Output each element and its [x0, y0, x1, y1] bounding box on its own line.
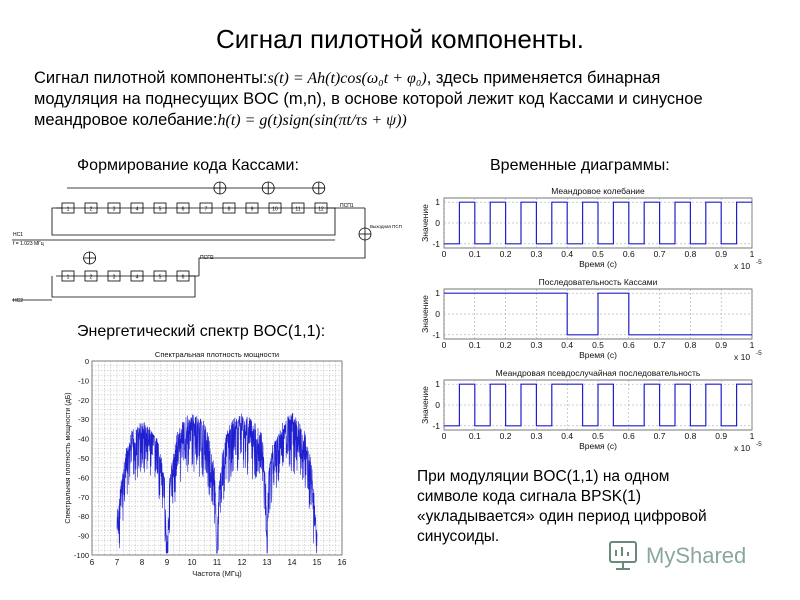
- note-line: синусоиды.: [417, 528, 500, 545]
- register-cell-label: 4: [135, 206, 139, 213]
- y-tick-label: -90: [78, 531, 89, 541]
- x-tick-label: 0.8: [684, 340, 697, 350]
- x-tick-label: 16: [337, 558, 347, 567]
- page-title: Сигнал пилотной компоненты.: [216, 24, 584, 54]
- y-tick-label: 1: [435, 379, 440, 390]
- x-tick-label: 7: [114, 558, 120, 567]
- x-multiplier: x 10: [734, 443, 751, 453]
- intro-paragraph: [34, 68, 774, 131]
- myshared-logo: [606, 536, 766, 576]
- kasami-block-diagram: [10, 178, 410, 310]
- x-tick-label: 0.4: [561, 340, 574, 350]
- x-tick-label: 0.3: [530, 249, 543, 259]
- y-tick-label: -1: [432, 329, 440, 340]
- x-tick-label: 0.3: [530, 340, 543, 350]
- x-tick-label: 0.1: [468, 249, 481, 259]
- register-cell-label: 9: [250, 206, 254, 213]
- x-tick-label: 0.6: [622, 249, 635, 259]
- label-output: Выходная ПСП: [370, 224, 402, 229]
- x-multiplier-exponent: -5: [756, 350, 762, 357]
- register-cell-label: 7: [204, 206, 208, 213]
- x-axis-label: Частота (МГц): [192, 569, 242, 578]
- label-clock: f = 1.023 МГц: [13, 241, 44, 247]
- note-line: При модуляции BOC(1,1) на одном: [417, 468, 670, 485]
- register-cell-label: 8: [227, 206, 231, 213]
- x-tick-label: 0: [441, 431, 447, 441]
- y-axis-label: Значение: [420, 295, 430, 333]
- x-tick-label: 8: [139, 558, 145, 567]
- register-cell-label: 5: [158, 274, 162, 281]
- x-multiplier: x 10: [734, 261, 751, 271]
- label-nc2: НС2: [13, 298, 24, 304]
- y-tick-label: -50: [78, 454, 89, 463]
- x-tick-label: 12: [237, 558, 247, 567]
- x-tick-label: 0.1: [468, 431, 481, 441]
- x-tick-label: 0.5: [592, 249, 604, 259]
- x-axis-label: Время (с): [579, 441, 617, 451]
- x-tick-label: 0.7: [653, 431, 666, 441]
- y-tick-label: -1: [432, 238, 440, 249]
- x-tick-label: 0.3: [530, 431, 543, 441]
- x-tick-label: 14: [287, 558, 297, 567]
- x-tick-label: 0.4: [561, 431, 574, 441]
- plot-title: Последовательность Кассами: [538, 277, 658, 287]
- x-tick-label: 0.7: [653, 249, 666, 259]
- y-axis-label: Значение: [420, 386, 430, 424]
- y-tick-label: -1: [432, 420, 440, 431]
- x-multiplier-exponent: -5: [756, 441, 762, 448]
- x-tick-label: 0.2: [499, 431, 512, 441]
- x-tick-label: 1: [749, 431, 755, 441]
- x-axis-label: Время (с): [579, 259, 617, 269]
- x-tick-label: 11: [212, 558, 222, 567]
- plot-title: Спектральная плотность мощности: [154, 350, 280, 359]
- register-cell-label: 11: [295, 206, 301, 213]
- y-tick-label: -70: [78, 492, 89, 502]
- register-cell-label: 10: [272, 206, 278, 213]
- y-tick-label: -40: [78, 434, 89, 444]
- x-multiplier: x 10: [734, 352, 751, 362]
- x-axis-label: Время (с): [579, 350, 617, 360]
- register-cell-label: 2: [89, 206, 93, 213]
- intro-line-2: модуляция на поднесущих BOC (m,n), в основе которой лежит код Кассами и синусное: [34, 90, 703, 108]
- y-tick-label: 0: [435, 218, 440, 228]
- intro-line-1: [34, 68, 774, 89]
- x-tick-label: 1: [749, 340, 755, 350]
- x-tick-label: 0.5: [592, 431, 604, 441]
- presentation-icon: [610, 542, 636, 569]
- formula-meander: h(t) = g(t)sign(sin(πt/τs + ψ)): [217, 112, 407, 129]
- timing-panel-kasami: [412, 273, 768, 365]
- y-tick-label: 0: [84, 357, 89, 366]
- timing-panel-meander: [412, 182, 768, 274]
- x-tick-label: 0.9: [715, 340, 728, 350]
- label-psp1: ПСП1: [340, 203, 354, 209]
- heading-kasami: Формирование кода Кассами:: [77, 157, 299, 174]
- intro-text: меандровое колебание:: [34, 111, 218, 129]
- signal-trace: [444, 202, 752, 244]
- x-tick-label: 9: [164, 558, 170, 567]
- y-axis-label: Спектральная плотность мощности (дБ): [65, 392, 72, 524]
- y-tick-label: -80: [78, 512, 89, 522]
- register-cell-label: 6: [181, 274, 185, 281]
- signal-trace: [444, 384, 752, 426]
- intro-line-3: [34, 110, 774, 131]
- x-tick-label: 0: [441, 249, 447, 259]
- x-tick-label: 10: [187, 558, 197, 567]
- spectrum-chart: [62, 345, 352, 583]
- x-tick-label: 15: [312, 558, 322, 567]
- y-axis-label: Значение: [420, 204, 430, 242]
- register-cell-label: 2: [89, 274, 93, 281]
- x-tick-label: 6: [89, 558, 95, 567]
- y-tick-label: 0: [435, 400, 440, 410]
- note-line: «укладывается» один период цифровой: [417, 508, 707, 525]
- psp2-line: [199, 240, 365, 276]
- x-multiplier-exponent: -5: [756, 259, 762, 266]
- register-cell-label: 1: [66, 206, 70, 213]
- x-tick-label: 0.2: [499, 249, 512, 259]
- intro-text: Сигнал пилотной компоненты:: [34, 69, 268, 87]
- plot-title: Меандровая псевдослучайная последовательность: [495, 368, 701, 378]
- register-cell-label: 3: [112, 274, 116, 281]
- y-tick-label: -30: [78, 415, 89, 425]
- y-tick-label: 0: [435, 309, 440, 319]
- x-tick-label: 0.4: [561, 249, 574, 259]
- heading-spectrum: Энергетический спектр BOC(1,1):: [77, 323, 326, 340]
- y-tick-label: -60: [78, 473, 89, 483]
- register-cell-label: 12: [318, 206, 324, 213]
- register-cell-label: 5: [158, 206, 162, 213]
- x-tick-label: 0.9: [715, 249, 728, 259]
- heading-timing: Временные диаграммы:: [490, 157, 670, 174]
- register-cell-label: 6: [181, 206, 185, 213]
- timing-panel-meander-prs: [412, 364, 768, 460]
- x-tick-label: 0.6: [622, 340, 635, 350]
- plot-title: Меандровое колебание: [551, 186, 645, 196]
- formula-signal: s(t) = Ah(t)cos(ω₀t + φ₀): [267, 70, 427, 87]
- y-tick-label: 1: [435, 288, 440, 299]
- x-tick-label: 0: [441, 340, 447, 350]
- y-tick-label: 1: [435, 197, 440, 208]
- note-line: символе кода сигнала BPSK(1): [417, 488, 642, 505]
- register-cell-label: 1: [66, 274, 70, 281]
- label-nc1: НС1: [13, 232, 24, 238]
- x-tick-label: 0.6: [622, 431, 635, 441]
- x-tick-label: 0.1: [468, 340, 481, 350]
- label-psp2: ПСП2: [200, 255, 214, 261]
- register-cell-label: 4: [135, 274, 139, 281]
- register-cell-label: 3: [112, 206, 116, 213]
- y-tick-label: -10: [78, 376, 89, 386]
- x-tick-label: 0.8: [684, 249, 697, 259]
- feedback-loop: [52, 208, 335, 235]
- x-tick-label: 0.7: [653, 340, 666, 350]
- x-tick-label: 0.2: [499, 340, 512, 350]
- y-tick-label: -20: [78, 395, 89, 405]
- x-tick-label: 0.9: [715, 431, 728, 441]
- x-tick-label: 0.5: [592, 340, 604, 350]
- intro-text: , здесь применяется бинарная: [426, 69, 661, 87]
- note-text: [417, 467, 777, 547]
- y-tick-label: -100: [73, 551, 89, 560]
- logo-text: MyShared: [646, 543, 747, 568]
- feedback-loop: [52, 276, 195, 297]
- x-tick-label: 0.8: [684, 431, 697, 441]
- x-tick-label: 1: [749, 249, 755, 259]
- x-tick-label: 13: [262, 558, 272, 567]
